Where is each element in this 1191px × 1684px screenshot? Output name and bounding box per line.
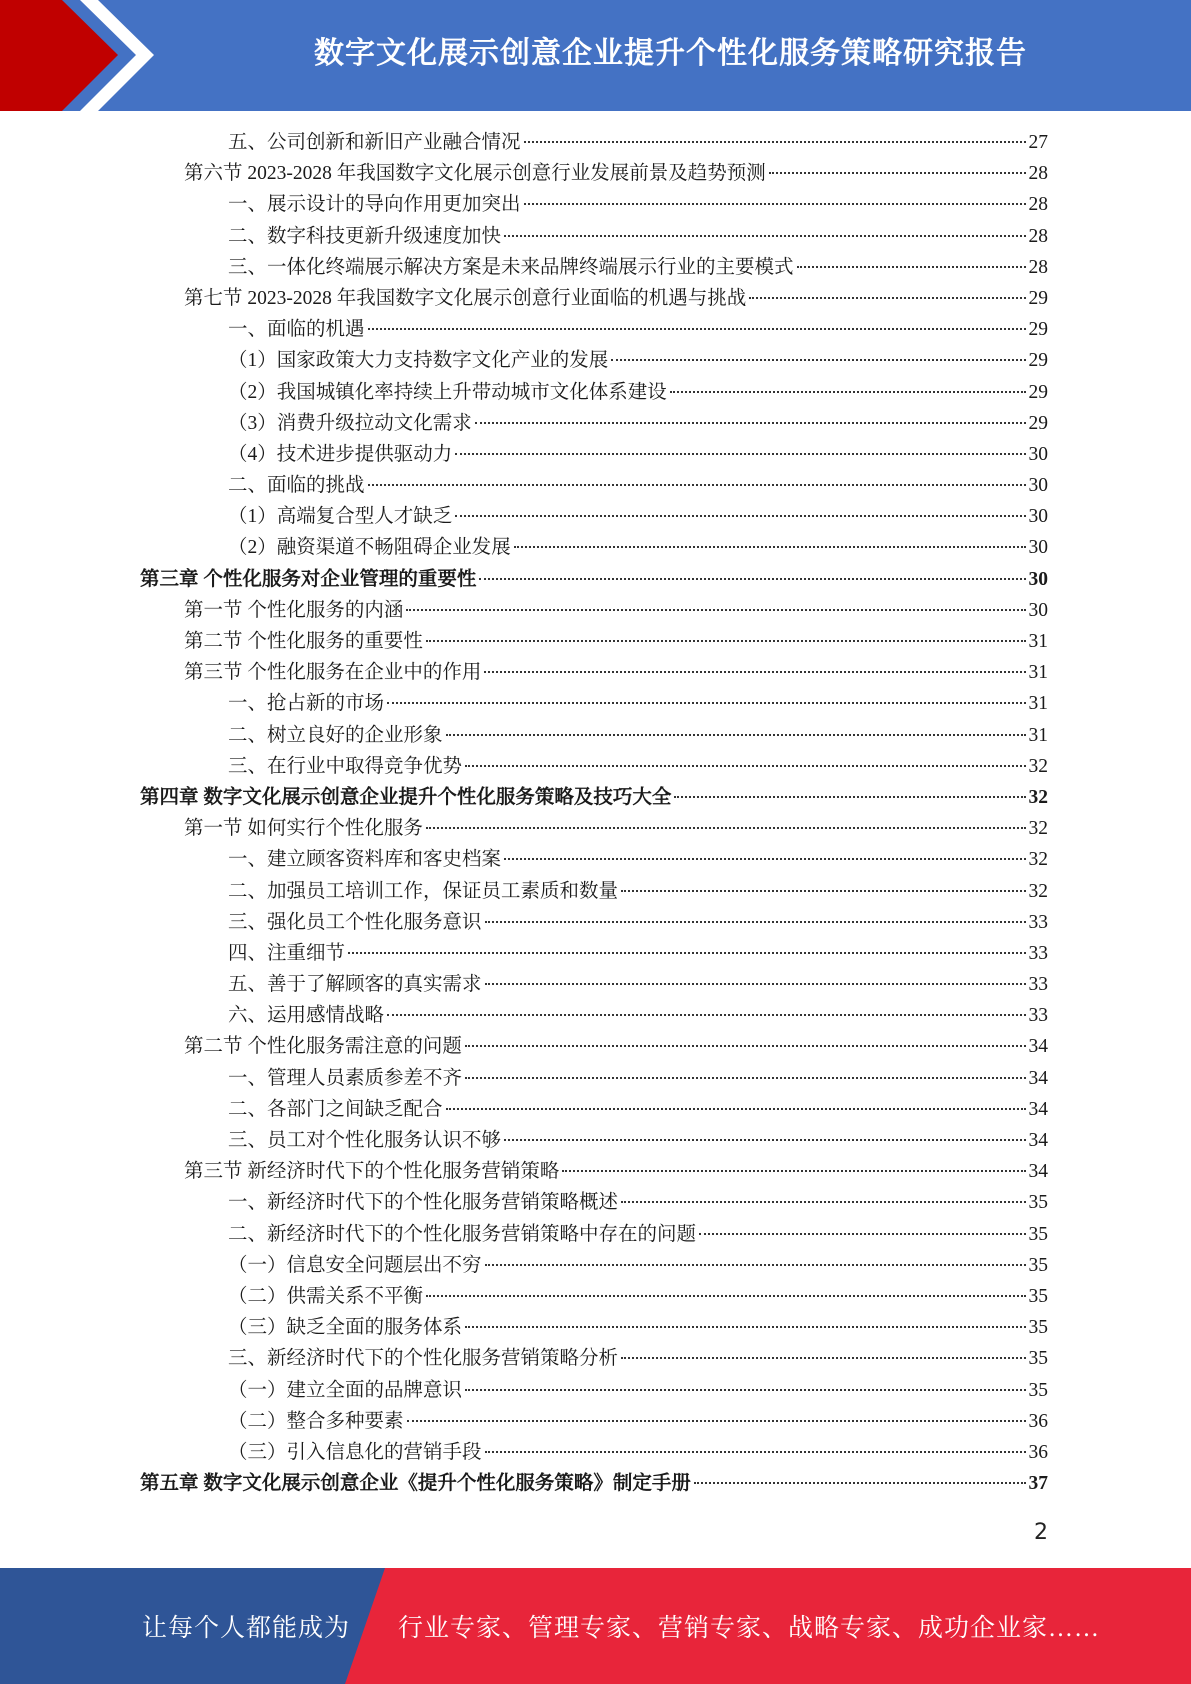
toc-entry-label: 二、数字科技更新升级速度加快 bbox=[228, 225, 502, 247]
toc-entry[interactable] bbox=[140, 377, 1048, 408]
toc-dot-leader bbox=[504, 1139, 1025, 1141]
toc-entry[interactable] bbox=[140, 1219, 1048, 1250]
toc-entry[interactable] bbox=[140, 439, 1048, 470]
toc-dot-leader bbox=[465, 1326, 1025, 1328]
toc-entry-page: 31 bbox=[1028, 631, 1048, 652]
toc-entry[interactable] bbox=[140, 501, 1048, 532]
toc-entry-label: 第二节 个性化服务需注意的问题 bbox=[184, 1036, 462, 1058]
toc-entry-page: 35 bbox=[1028, 1192, 1048, 1214]
toc-entry-label: （4）技术进步提供驱动力 bbox=[228, 443, 453, 465]
toc-entry[interactable] bbox=[140, 1187, 1048, 1218]
toc-entry-label: 一、面临的机遇 bbox=[228, 319, 365, 341]
toc-entry-label: （一）建立全面的品牌意识 bbox=[228, 1379, 463, 1401]
toc-entry[interactable] bbox=[140, 283, 1048, 314]
toc-entry-label: （2）融资渠道不畅阻碍企业发展 bbox=[228, 537, 511, 559]
toc-entry-label: （1）国家政策大力支持数字文化产业的发展 bbox=[228, 350, 609, 372]
toc-dot-leader bbox=[348, 952, 1025, 954]
toc-entry-label: 二、面临的挑战 bbox=[228, 475, 365, 497]
toc-entry-label: 第一节 如何实行个性化服务 bbox=[184, 818, 423, 840]
toc-entry-label: 六、运用感情战略 bbox=[228, 1005, 385, 1027]
toc-entry-page: 30 bbox=[1028, 599, 1048, 621]
toc-dot-leader bbox=[387, 1014, 1025, 1016]
toc-entry[interactable] bbox=[140, 1343, 1048, 1374]
toc-entry-label: 第四章 数字文化展示创意企业提升个性化服务策略及技巧大全 bbox=[140, 786, 672, 808]
toc-dot-leader bbox=[479, 578, 1025, 580]
toc-entry-label: 第七节 2023-2028 年我国数字文化展示创意行业面临的机遇与挑战 bbox=[184, 287, 747, 309]
toc-dot-leader bbox=[446, 1108, 1026, 1110]
toc-entry[interactable] bbox=[140, 813, 1048, 844]
toc-entry-label: 第三节 个性化服务在企业中的作用 bbox=[184, 662, 482, 684]
toc-dot-leader bbox=[797, 266, 1026, 268]
toc-dot-leader bbox=[504, 235, 1025, 237]
toc-dot-leader bbox=[368, 328, 1026, 330]
toc-entry-label: （一）信息安全问题层出不穷 bbox=[228, 1254, 482, 1276]
toc-dot-leader bbox=[485, 1451, 1026, 1453]
toc-entry-page: 35 bbox=[1028, 1254, 1048, 1276]
toc-entry-page: 29 bbox=[1028, 319, 1048, 341]
toc-entry[interactable] bbox=[140, 408, 1048, 439]
toc-dot-leader bbox=[426, 827, 1026, 829]
toc-entry[interactable] bbox=[140, 1375, 1048, 1406]
toc-dot-leader bbox=[485, 983, 1026, 985]
toc-entry-label: （三）引入信息化的营销手段 bbox=[228, 1441, 482, 1463]
red-arrow-icon bbox=[0, 0, 160, 111]
toc-entry-label: 三、新经济时代下的个性化服务营销策略分析 bbox=[228, 1348, 619, 1370]
toc-dot-leader bbox=[465, 1077, 1025, 1079]
toc-entry-label: （2）我国城镇化率持续上升带动城市文化体系建设 bbox=[228, 381, 667, 403]
toc-entry-label: 一、管理人员素质参差不齐 bbox=[228, 1067, 463, 1089]
toc-entry-page: 35 bbox=[1028, 1223, 1048, 1245]
toc-entry[interactable] bbox=[140, 844, 1048, 875]
toc-entry[interactable] bbox=[140, 657, 1048, 688]
toc-entry[interactable] bbox=[140, 1031, 1048, 1062]
toc-entry-label: （二）整合多种要素 bbox=[228, 1410, 404, 1432]
report-title: 数字文化展示创意企业提升个性化服务策略研究报告 bbox=[314, 36, 1027, 71]
toc-entry[interactable] bbox=[140, 876, 1048, 907]
toc-entry-page: 29 bbox=[1028, 350, 1048, 372]
toc-entry-label: 三、强化员工个性化服务意识 bbox=[228, 911, 482, 933]
toc-entry-page: 30 bbox=[1028, 568, 1048, 590]
toc-entry-label: 第三章 个性化服务对企业管理的重要性 bbox=[140, 568, 477, 590]
toc-dot-leader bbox=[368, 484, 1026, 486]
toc-entry-page: 32 bbox=[1028, 880, 1048, 902]
toc-entry-page: 29 bbox=[1028, 412, 1048, 434]
toc-dot-leader bbox=[446, 734, 1026, 736]
toc-entry-page: 35 bbox=[1028, 1285, 1048, 1307]
toc-entry-page: 30 bbox=[1028, 475, 1048, 497]
toc-dot-leader bbox=[674, 796, 1025, 798]
toc-dot-leader bbox=[465, 1389, 1025, 1391]
toc-entry-label: 二、新经济时代下的个性化服务营销策略中存在的问题 bbox=[228, 1223, 697, 1245]
toc-entry[interactable] bbox=[140, 345, 1048, 376]
toc-dot-leader bbox=[406, 609, 1025, 611]
toc-dot-leader bbox=[455, 453, 1025, 455]
toc-entry-label: 三、在行业中取得竞争优势 bbox=[228, 755, 463, 777]
toc-entry[interactable] bbox=[140, 1156, 1048, 1187]
toc-entry-label: 二、加强员工培训工作，保证员工素质和数量 bbox=[228, 880, 619, 902]
toc-entry-page: 34 bbox=[1028, 1161, 1048, 1183]
toc-entry[interactable] bbox=[140, 1281, 1048, 1312]
toc-entry[interactable] bbox=[140, 751, 1048, 782]
toc-entry-label: （1）高端复合型人才缺乏 bbox=[228, 506, 453, 528]
toc-entry-label: 二、树立良好的企业形象 bbox=[228, 724, 443, 746]
toc-entry[interactable] bbox=[140, 158, 1048, 189]
toc-dot-leader bbox=[562, 1170, 1025, 1172]
toc-entry[interactable] bbox=[140, 969, 1048, 1000]
toc-entry-page: 27 bbox=[1028, 132, 1048, 153]
toc-entry[interactable] bbox=[140, 470, 1048, 501]
toc-entry-page: 31 bbox=[1028, 693, 1048, 715]
toc-dot-leader bbox=[699, 1233, 1025, 1235]
toc-entry-page: 35 bbox=[1028, 1317, 1048, 1339]
toc-entry-label: 三、一体化终端展示解决方案是未来品牌终端展示行业的主要模式 bbox=[228, 256, 794, 278]
toc-entry-label: 第三节 新经济时代下的个性化服务营销策略 bbox=[184, 1161, 560, 1183]
toc-entry[interactable] bbox=[140, 564, 1048, 595]
toc-entry-label: 三、员工对个性化服务认识不够 bbox=[228, 1130, 502, 1151]
toc-entry[interactable] bbox=[140, 189, 1048, 220]
toc-entry-label: （二）供需关系不平衡 bbox=[228, 1285, 424, 1307]
toc-entry-page: 31 bbox=[1028, 724, 1048, 746]
toc-entry[interactable] bbox=[140, 782, 1048, 813]
toc-entry-label: 一、抢占新的市场 bbox=[228, 693, 385, 715]
toc-dot-leader bbox=[485, 1264, 1026, 1266]
toc-entry-label: 五、善于了解顾客的真实需求 bbox=[228, 974, 482, 996]
toc-entry-page: 34 bbox=[1028, 1130, 1048, 1151]
toc-entry[interactable] bbox=[140, 1250, 1048, 1281]
toc-dot-leader bbox=[524, 141, 1026, 143]
toc-entry-page: 37 bbox=[1028, 1473, 1048, 1495]
toc-entry[interactable] bbox=[140, 1094, 1048, 1125]
toc-dot-leader bbox=[455, 515, 1025, 517]
toc-entry-page: 33 bbox=[1028, 911, 1048, 933]
toc-dot-leader bbox=[611, 359, 1025, 361]
toc-dot-leader bbox=[484, 671, 1025, 673]
toc-entry[interactable] bbox=[140, 1406, 1048, 1437]
toc-entry[interactable] bbox=[140, 1000, 1048, 1031]
toc-entry[interactable] bbox=[140, 1437, 1048, 1468]
toc-dot-leader bbox=[407, 1420, 1026, 1422]
footer-slogan-right: 行业专家、管理专家、营销专家、战略专家、成功企业家…… bbox=[398, 1615, 1101, 1642]
toc-dot-leader bbox=[387, 702, 1025, 704]
toc-entry-page: 30 bbox=[1028, 506, 1048, 528]
toc-entry-label: 第六节 2023-2028 年我国数字文化展示创意行业发展前景及趋势预测 bbox=[184, 163, 766, 185]
toc-entry-label: 一、建立顾客资料库和客史档案 bbox=[228, 849, 502, 871]
toc-dot-leader bbox=[465, 1045, 1026, 1047]
toc-entry-label: 四、注重细节 bbox=[228, 942, 346, 964]
toc-entry[interactable] bbox=[140, 720, 1048, 751]
toc-entry-page: 30 bbox=[1028, 537, 1048, 559]
toc-entry-page: 36 bbox=[1028, 1441, 1048, 1463]
toc-entry-label: 第二节 个性化服务的重要性 bbox=[184, 631, 423, 652]
toc-entry-page: 33 bbox=[1028, 942, 1048, 964]
toc-dot-leader bbox=[621, 1357, 1025, 1359]
toc-entry[interactable] bbox=[140, 127, 1048, 158]
toc-entry[interactable] bbox=[140, 1125, 1048, 1156]
toc-entry-page: 35 bbox=[1028, 1379, 1048, 1401]
toc-entry-page: 28 bbox=[1028, 194, 1048, 216]
toc-entry[interactable] bbox=[140, 1063, 1048, 1094]
toc-entry[interactable] bbox=[140, 907, 1048, 938]
toc-entry-page: 36 bbox=[1028, 1410, 1048, 1432]
toc-dot-leader bbox=[749, 297, 1025, 299]
toc-entry-page: 34 bbox=[1028, 1036, 1048, 1058]
toc-entry[interactable] bbox=[140, 1468, 1048, 1499]
toc-dot-leader bbox=[504, 858, 1025, 860]
toc-dot-leader bbox=[694, 1482, 1026, 1484]
toc-entry-label: 一、新经济时代下的个性化服务营销策略概述 bbox=[228, 1192, 619, 1214]
toc-dot-leader bbox=[769, 172, 1026, 174]
toc-dot-leader bbox=[514, 546, 1026, 548]
toc-entry-label: 第一节 个性化服务的内涵 bbox=[184, 599, 404, 621]
toc-entry-page: 34 bbox=[1028, 1067, 1048, 1089]
toc-dot-leader bbox=[426, 640, 1026, 642]
toc-entry-page: 32 bbox=[1028, 818, 1048, 840]
toc-entry[interactable] bbox=[140, 1312, 1048, 1343]
toc-dot-leader bbox=[475, 422, 1026, 424]
toc-entry[interactable] bbox=[140, 688, 1048, 719]
table-of-contents bbox=[140, 127, 1048, 1499]
toc-entry-label: （3）消费升级拉动文化需求 bbox=[228, 412, 472, 434]
toc-entry[interactable] bbox=[140, 595, 1048, 626]
toc-entry-page: 33 bbox=[1028, 974, 1048, 996]
toc-entry[interactable] bbox=[140, 938, 1048, 969]
toc-entry-label: （三）缺乏全面的服务体系 bbox=[228, 1317, 463, 1339]
toc-dot-leader bbox=[670, 391, 1026, 393]
toc-dot-leader bbox=[465, 765, 1025, 767]
toc-entry-page: 29 bbox=[1028, 381, 1048, 403]
toc-entry-page: 28 bbox=[1028, 256, 1048, 278]
toc-entry-label: 二、各部门之间缺乏配合 bbox=[228, 1098, 443, 1120]
page-number: 2 bbox=[1034, 1520, 1048, 1545]
toc-dot-leader bbox=[524, 203, 1026, 205]
toc-entry-page: 34 bbox=[1028, 1098, 1048, 1120]
toc-dot-leader bbox=[621, 1201, 1025, 1203]
toc-entry-label: 一、展示设计的导向作用更加突出 bbox=[228, 194, 521, 216]
toc-entry-page: 30 bbox=[1028, 443, 1048, 465]
toc-entry-page: 29 bbox=[1028, 287, 1048, 309]
toc-dot-leader bbox=[485, 921, 1026, 923]
toc-entry-page: 32 bbox=[1028, 849, 1048, 871]
toc-entry[interactable] bbox=[140, 626, 1048, 657]
toc-entry-page: 33 bbox=[1028, 1005, 1048, 1027]
toc-entry-label: 五、公司创新和新旧产业融合情况 bbox=[228, 132, 521, 153]
toc-entry-page: 28 bbox=[1028, 163, 1048, 185]
footer-slogan-left: 让每个人都能成为 bbox=[142, 1615, 351, 1642]
toc-entry-page: 28 bbox=[1028, 225, 1048, 247]
toc-entry[interactable] bbox=[140, 532, 1048, 563]
toc-entry[interactable] bbox=[140, 221, 1048, 252]
toc-entry[interactable] bbox=[140, 314, 1048, 345]
toc-entry-page: 31 bbox=[1028, 662, 1048, 684]
toc-entry-page: 32 bbox=[1028, 755, 1048, 777]
page-header bbox=[0, 0, 1191, 111]
toc-entry[interactable] bbox=[140, 252, 1048, 283]
toc-entry-page: 35 bbox=[1028, 1348, 1048, 1370]
toc-entry-label: 第五章 数字文化展示创意企业《提升个性化服务策略》制定手册 bbox=[140, 1473, 691, 1495]
toc-dot-leader bbox=[426, 1295, 1025, 1297]
toc-entry-page: 32 bbox=[1028, 786, 1048, 808]
toc-dot-leader bbox=[621, 890, 1025, 892]
page-footer bbox=[0, 1568, 1191, 1684]
